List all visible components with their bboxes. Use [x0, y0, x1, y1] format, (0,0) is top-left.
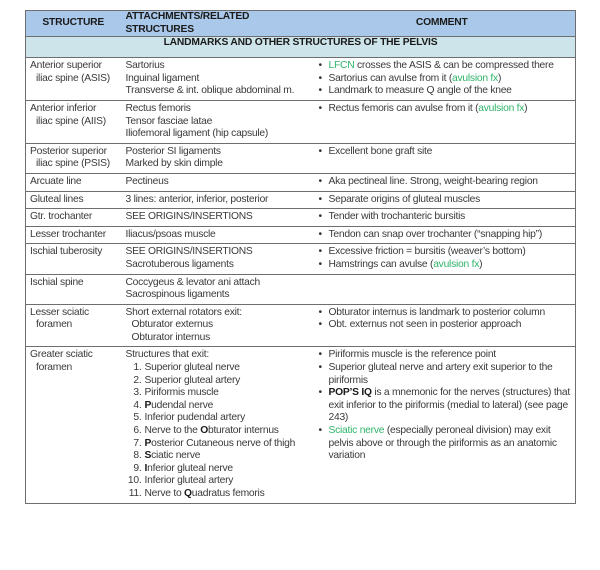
item-text: uadratus femoris [191, 488, 265, 499]
item-text: Nerve to the [144, 425, 201, 437]
mnemonic-letter: O [200, 425, 208, 437]
mnemonic-letter: Q [184, 488, 192, 499]
item-number: 10. [127, 475, 142, 487]
comment-item [319, 319, 573, 332]
structure-line: Anterior superior [30, 60, 102, 72]
attachment-line: SEE ORIGINS/INSERTIONS [125, 211, 253, 223]
comment-text: Tender with trochanteric bursitis [328, 211, 466, 223]
item-text: Superior gluteal nerve [144, 362, 240, 374]
item-text: Inferior gluteal artery [144, 475, 234, 487]
attachment-line: Transverse & int. oblique abdominal m. [125, 85, 295, 97]
table-row-posterior-superior-iliac-spine-psis [26, 143, 576, 173]
attachments-cell [121, 173, 309, 191]
structure-line: Gtr. trochanter [30, 211, 93, 223]
comment-item: • Piriformis muscle is the reference point [319, 349, 573, 362]
comment-list [319, 246, 573, 271]
item-number: 5. [133, 412, 142, 424]
table-row-lesser-trochanter [26, 226, 576, 244]
item-number: 3. [133, 387, 142, 399]
structure-cell [26, 226, 121, 244]
attachments-cell [121, 100, 309, 143]
item-text: Piriformis muscle [144, 387, 219, 399]
item-number: 7. [133, 437, 142, 449]
attachment-line: Short external rotators exit: [125, 306, 242, 318]
attachments-cell [121, 209, 309, 227]
comment-item [319, 146, 573, 159]
comment-cell [309, 100, 576, 143]
item-text: Superior gluteal artery [144, 374, 241, 386]
comment-cell [309, 226, 576, 244]
structure-cell [26, 209, 121, 227]
item-text: udendal nerve [151, 399, 214, 411]
comment-item [319, 211, 573, 224]
comment-list [319, 307, 573, 332]
structure-line: Greater sciatic [30, 349, 93, 361]
comment-item [319, 176, 573, 189]
item-text: Inferior pudendal artery [144, 412, 245, 424]
comment-item [319, 73, 573, 86]
attachments-cell [121, 347, 309, 503]
exit-list-item [126, 412, 306, 425]
exit-list-item [126, 387, 306, 400]
attachment-line: 3 lines: anterior, inferior, posterior [125, 193, 269, 205]
exit-list-title: Structures that exit: [125, 349, 209, 361]
comment-item [319, 103, 573, 116]
item-number: 11. [128, 488, 142, 499]
attachment-line: Marked by skin dimple [125, 158, 223, 170]
comment-list [319, 60, 573, 98]
header-attachments: ATTACHMENTS/RELATED STRUCTURES [121, 11, 309, 37]
exit-list-item [126, 463, 306, 476]
comment-item [319, 229, 573, 242]
attachment-line: Coccygeus & levator ani attach [125, 276, 260, 288]
comment-list [319, 103, 573, 116]
mnemonic-letter: P [144, 437, 152, 449]
comment-cell [309, 173, 576, 191]
section-header-row [26, 37, 576, 58]
item-number: 2. [133, 374, 142, 386]
comment-text: Rectus femoris can avulse from it ( [328, 102, 479, 114]
comment-cell [309, 58, 576, 101]
item-number: 4. [133, 399, 142, 411]
table-row-arcuate-line [26, 173, 576, 191]
green-link[interactable]: avulsion fx [433, 258, 480, 270]
comment-list [319, 349, 573, 462]
structure-cell [26, 274, 121, 304]
comment-text: Aka pectineal line. Strong, weight-bearing region [328, 175, 538, 187]
structure-cell [26, 191, 121, 209]
header-structure: STRUCTURE [26, 11, 121, 37]
comment-cell [309, 304, 576, 347]
table-row-lesser-sciatic-foramen [26, 304, 576, 347]
structure-line: Gluteal lines [30, 193, 84, 205]
header-comment: COMMENT [309, 11, 576, 37]
item-text: ciatic nerve [151, 450, 201, 462]
attachment-line: Pectineus [125, 175, 169, 187]
structure-line: Anterior inferior [30, 102, 97, 114]
mnemonic-letter: S [144, 450, 152, 462]
attachments-cell [121, 143, 309, 173]
table-row-ischial-tuberosity [26, 244, 576, 274]
pelvis-landmarks-table [25, 10, 576, 504]
item-text: bturator internus [207, 425, 279, 437]
sciatic-nerve-link[interactable]: Sciatic nerve [328, 425, 385, 437]
item-text: osterior Cutaneous nerve of thigh [151, 437, 296, 449]
comment-cell [309, 244, 576, 274]
structure-cell [26, 100, 121, 143]
comment-cell [309, 347, 576, 503]
comment-item [319, 85, 573, 98]
attachment-line: Obturator internus [131, 331, 210, 343]
structure-line: Ischial tuberosity [30, 246, 103, 258]
attachments-cell [121, 58, 309, 101]
structure-line: foramen [36, 362, 73, 374]
structure-line: iliac spine (ASIS) [36, 72, 110, 84]
exit-list-item [126, 375, 306, 388]
item-number: 1. [133, 362, 142, 374]
attachments-cell [121, 244, 309, 274]
comment-list [319, 194, 573, 207]
exit-list-item [126, 450, 306, 463]
comment-text: Excessive friction = bursitis (weaver’s bottom) [328, 246, 526, 258]
structure-line: Ischial spine [30, 276, 84, 288]
exit-list-item [126, 362, 306, 375]
attachments-cell [121, 304, 309, 347]
structure-line: Lesser sciatic [30, 306, 89, 318]
exit-list-item [126, 438, 306, 451]
exit-list-item [126, 488, 306, 501]
structure-line: Arcuate line [30, 175, 82, 187]
comment-list [319, 146, 573, 159]
attachments-cell [121, 191, 309, 209]
exit-list-item [126, 475, 306, 488]
item-number: 8. [133, 450, 142, 462]
structure-cell [26, 58, 121, 101]
comment-item: • Sciatic nerve (especially peroneal division) may exit pelvis above or through the piriformis as an anatomic variation [319, 425, 573, 463]
comment-text: ) [497, 72, 502, 84]
comment-cell [309, 209, 576, 227]
structure-line: Posterior superior [30, 145, 107, 157]
comment-item: • POP’S IQ is a mnemonic for the nerves (structures) that exit inferior to the piriformis (medial to lateral) (see page 243) [319, 387, 573, 425]
attachment-line: Iliacus/psoas muscle [125, 228, 216, 240]
attachment-line: Posterior SI ligaments [125, 145, 221, 157]
comment-text: Obt. externus not seen in posterior approach [328, 319, 522, 331]
exit-list-item [126, 400, 306, 413]
comment-text: Obturator internus is landmark to posterior column [328, 306, 545, 318]
comment-text: Excellent bone graft site [328, 145, 433, 157]
comment-text: crosses the ASIS & can be compressed there [354, 60, 554, 72]
comment-text: Tendon can snap over trochanter (“snapping hip”) [328, 228, 543, 240]
comment-item [319, 307, 573, 320]
green-link[interactable]: LFCN [328, 60, 355, 72]
structure-cell [26, 173, 121, 191]
structure-line: foramen [36, 319, 73, 331]
comment-cell [309, 143, 576, 173]
item-text: nferior gluteal nerve [147, 462, 233, 474]
comment-text: Sartorius can avulse from it ( [328, 72, 453, 84]
attachment-line: Sartorius [125, 60, 165, 72]
comment-item [319, 259, 573, 272]
structure-cell [26, 244, 121, 274]
mnemonic: POP’S IQ [328, 387, 372, 399]
table-header-row [26, 11, 576, 37]
table-row-gtr-trochanter [26, 209, 576, 227]
exit-list [126, 362, 306, 501]
green-link[interactable]: avulsion fx [478, 102, 525, 114]
table-row-anterior-inferior-iliac-spine-aiis [26, 100, 576, 143]
structure-cell [26, 347, 121, 503]
attachment-line: Tensor fasciae latae [125, 115, 213, 127]
attachment-line: Sacrospinous ligaments [125, 289, 230, 301]
comment-list [319, 211, 573, 224]
comment-cell [309, 274, 576, 304]
table-row-ischial-spine [26, 274, 576, 304]
structure-cell [26, 304, 121, 347]
table-row-greater-sciatic-foramen [26, 347, 576, 503]
comment-item [319, 246, 573, 259]
attachment-line: Obturator externus [131, 319, 213, 331]
table-row-anterior-superior-iliac-spine-asis [26, 58, 576, 101]
item-number: 9. [133, 462, 142, 474]
attachment-line: Sacrotuberous ligaments [125, 258, 234, 270]
structure-line: Lesser trochanter [30, 228, 106, 240]
comment-text: Separate origins of gluteal muscles [328, 193, 481, 205]
structure-line: iliac spine (PSIS) [36, 158, 110, 170]
mnemonic-letter: I [144, 462, 148, 474]
green-link[interactable]: avulsion fx [452, 72, 498, 84]
item-text: Nerve to [144, 488, 185, 499]
structure-line: iliac spine (AIIS) [36, 115, 106, 127]
attachments-cell [121, 274, 309, 304]
comment-list [319, 176, 573, 189]
comment-text: ) [479, 258, 483, 270]
comment-item [319, 194, 573, 207]
attachment-line: Rectus femoris [125, 102, 191, 114]
table-row-gluteal-lines [26, 191, 576, 209]
attachment-line: Iliofemoral ligament (hip capsule) [125, 128, 269, 140]
attachment-line: Inguinal ligament [125, 72, 200, 84]
structure-cell [26, 143, 121, 173]
exit-list-item [126, 425, 306, 438]
comment-cell [309, 191, 576, 209]
comment-text: Landmark to measure Q angle of the knee [328, 85, 512, 97]
comment-text: Hamstrings can avulse ( [328, 258, 434, 270]
comment-list [319, 229, 573, 242]
section-title: LANDMARKS AND OTHER STRUCTURES OF THE PELVIS [26, 37, 576, 58]
comment-text: ) [524, 102, 528, 114]
attachments-cell [121, 226, 309, 244]
attachment-line: SEE ORIGINS/INSERTIONS [125, 246, 253, 258]
mnemonic-letter: P [144, 399, 152, 411]
comment-item: • Superior gluteal nerve and artery exit superior to the piriformis [319, 362, 573, 387]
comment-item [319, 60, 573, 73]
item-number: 6. [133, 425, 142, 437]
